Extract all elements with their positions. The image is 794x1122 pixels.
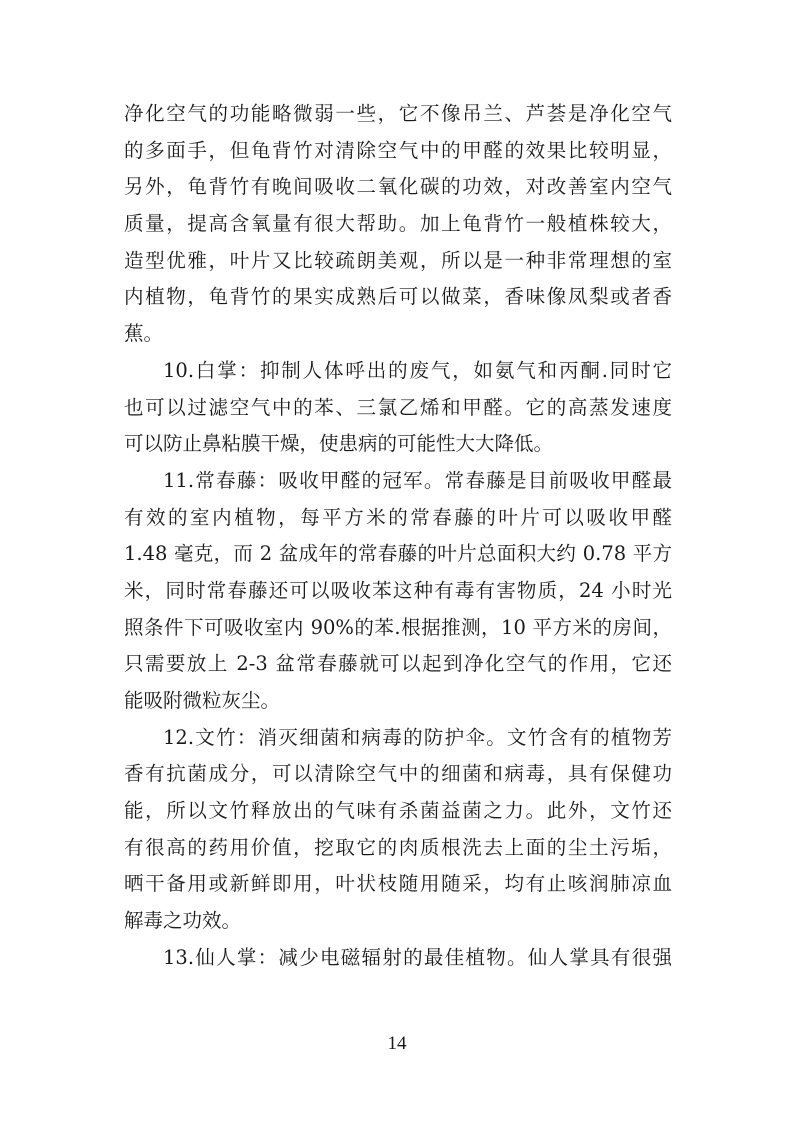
paragraph-start-item-10: 10.白掌：抑制人体呼出的废气，如氨气和丙酮.同时它 — [163, 358, 672, 382]
document-body — [124, 96, 672, 977]
text-line: 照条件下可吸收室内 90%的苯.根据推测，10 平方米的房间， — [124, 615, 672, 639]
text-line: 有效的室内植物，每平方米的常春藤的叶片可以吸收甲醛 — [124, 505, 672, 529]
text-line: 晒干备用或新鲜即用，叶状枝随用随采，均有止咳润肺凉血 — [124, 872, 672, 896]
page-number: 14 — [387, 1033, 407, 1054]
text-line: 可以防止鼻粘膜干燥，使患病的可能性大大降低。 — [124, 432, 554, 456]
text-line: 能吸附微粒灰尘。 — [124, 689, 281, 712]
paragraph-start-item-11: 11.常春藤：吸收甲醛的冠军。常春藤是目前吸收甲醛最 — [163, 468, 672, 492]
text-line: 解毒之功效。 — [124, 909, 242, 933]
paragraph-start-item-12: 12.文竹：消灭细菌和病毒的防护伞。文竹含有的植物芳 — [163, 725, 672, 749]
text-line: 造型优雅，叶片又比较疏朗美观，所以是一种非常理想的室 — [124, 248, 672, 272]
text-line: 另外，龟背竹有晚间吸收二氧化碳的功效，对改善室内空气 — [124, 175, 672, 199]
text-line: 净化空气的功能略微弱一些，它不像吊兰、芦荟是净化空气 — [124, 102, 672, 125]
text-line: 内植物，龟背竹的果实成熟后可以做菜，香味像凤梨或者香 — [124, 285, 672, 309]
paragraph-start-item-13: 13.仙人掌：减少电磁辐射的最佳植物。仙人掌具有很强 — [163, 945, 672, 969]
text-line: 也可以过滤空气中的苯、三氯乙烯和甲醛。它的高蒸发速度 — [124, 395, 672, 419]
text-line: 只需要放上 2-3 盆常春藤就可以起到净化空气的作用，它还 — [124, 652, 672, 676]
text-line: 1.48 毫克，而 2 盆成年的常春藤的叶片总面积大约 0.78 平方 — [124, 542, 672, 566]
text-line: 质量，提高含氧量有很大帮助。加上龟背竹一般植株较大， — [124, 212, 672, 236]
text-line: 有很高的药用价值，挖取它的肉质根洗去上面的尘土污垢， — [124, 835, 672, 859]
text-line: 米，同时常春藤还可以吸收苯这种有毒有害物质，24 小时光 — [124, 578, 672, 602]
text-line: 能，所以文竹释放出的气味有杀菌益菌之力。此外，文竹还 — [124, 799, 672, 823]
text-line: 的多面手，但龟背竹对清除空气中的甲醛的效果比较明显， — [124, 138, 672, 162]
text-line: 香有抗菌成分，可以清除空气中的细菌和病毒，具有保健功 — [124, 762, 672, 786]
text-line: 蕉。 — [124, 322, 164, 346]
